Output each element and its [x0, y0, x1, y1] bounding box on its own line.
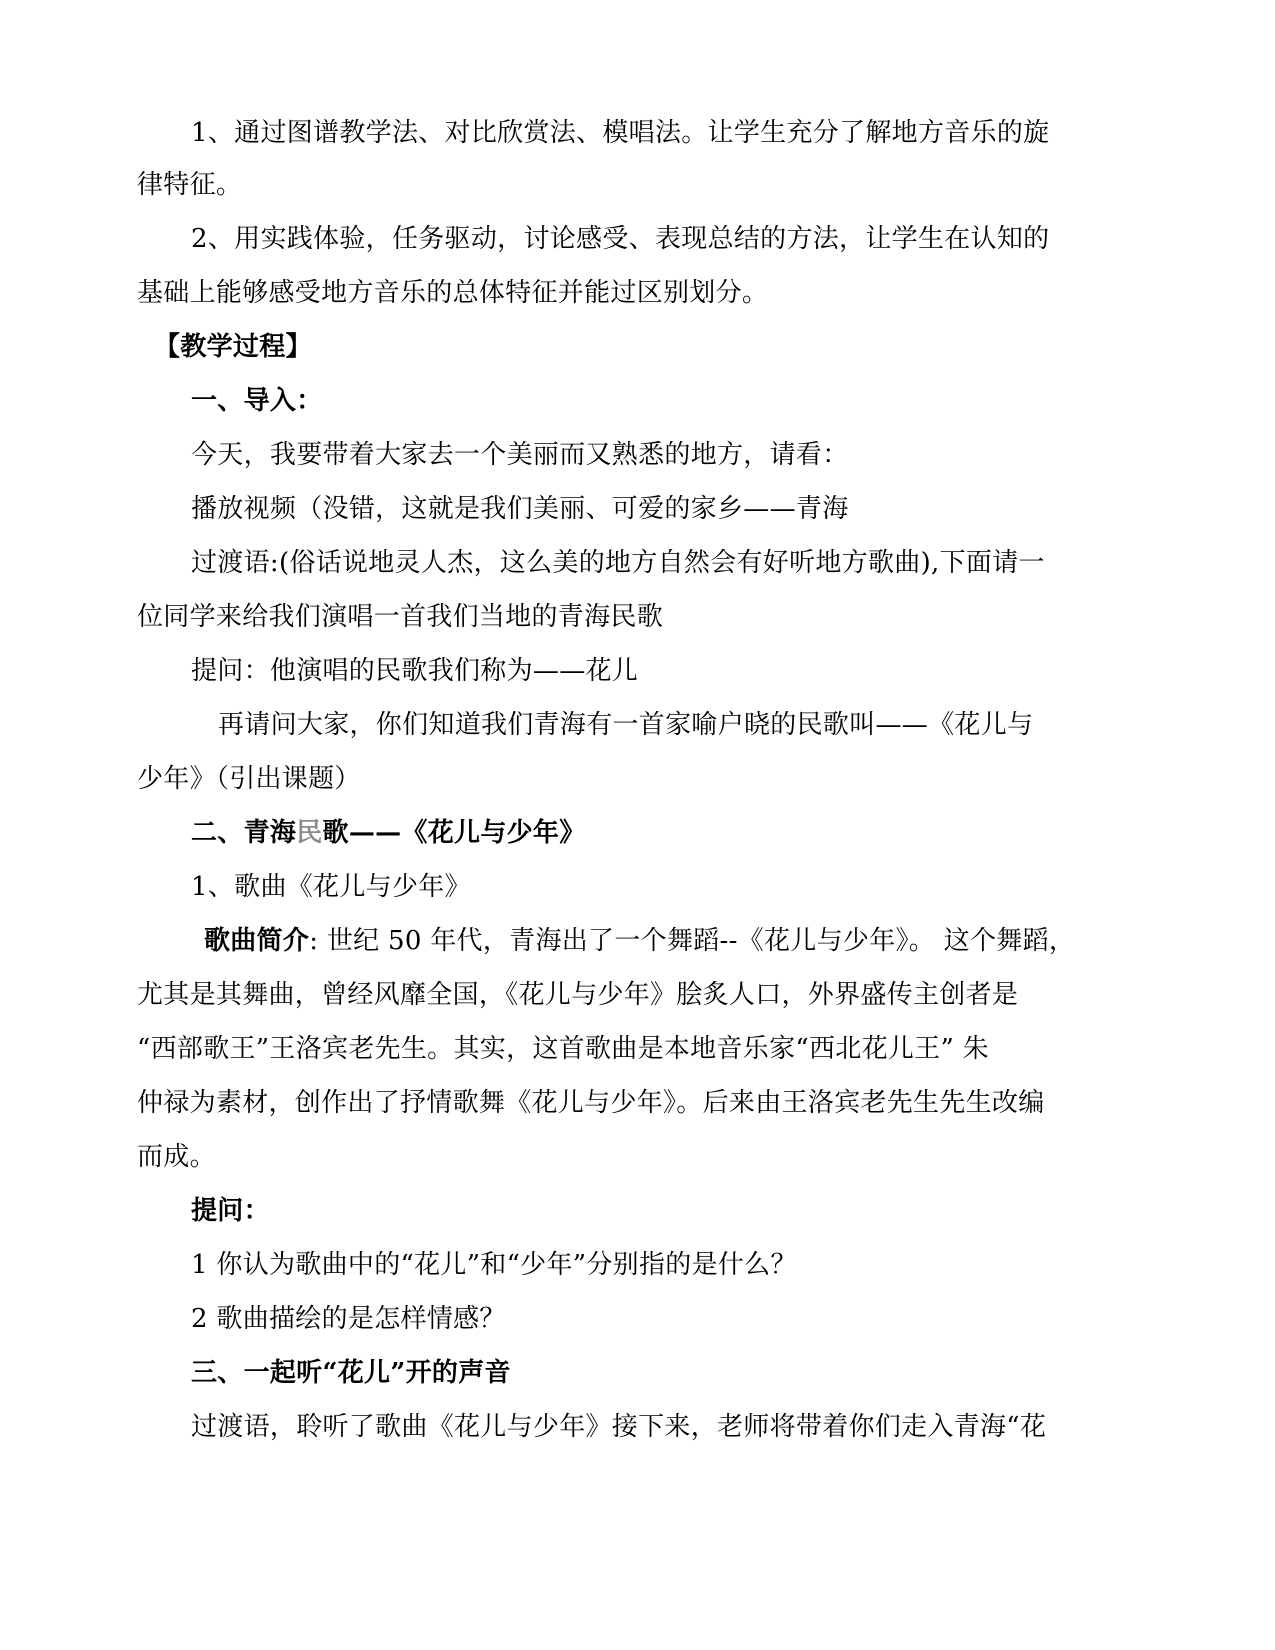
objective-1-line-2: 律特征。: [137, 170, 243, 200]
question-heading: 提问：: [191, 1196, 270, 1226]
question-2: 2 歌曲描绘的是怎样情感？: [191, 1304, 506, 1334]
section-1-heading: 一、导入：: [191, 386, 323, 416]
objective-2-line-2: 基础上能够感受地方音乐的总体特征并能过区别划分。: [137, 278, 769, 308]
song-intro-line-1: [204, 924, 1075, 958]
song-intro-line-3: “西部歌王”王洛宾老先生。其实，这首歌曲是本地音乐家“西北花儿王” 朱: [137, 1034, 989, 1064]
section-2-heading-part-2: 歌——《花儿与少年》: [322, 818, 586, 848]
song-intro-text-1: : 世纪 50 年代，青海出了一个舞蹈--《花儿与少年》。 这个舞蹈，: [309, 926, 1076, 956]
section-2-heading: [191, 816, 586, 850]
section-1-paragraph-1: 今天，我要带着大家去一个美丽而又熟悉的地方，请看：: [191, 440, 849, 470]
song-intro-line-5: 而成。: [137, 1142, 216, 1172]
song-intro-label: 歌曲简介: [204, 926, 310, 956]
section-2-heading-part-1: 二、青海: [191, 818, 297, 848]
section-1-paragraph-5-line-1: 再请问大家，你们知道我们青海有一首家喻户晓的民歌叫——《花儿与: [218, 710, 1034, 740]
song-intro-line-4: 仲禄为素材，创作出了抒情歌舞《花儿与少年》。后来由王洛宾老先生先生改编: [137, 1088, 1045, 1118]
section-1-paragraph-4: 提问：他演唱的民歌我们称为——花儿: [191, 656, 639, 686]
question-1: 1 你认为歌曲中的“花儿”和“少年”分别指的是什么？: [191, 1250, 797, 1280]
section-1-paragraph-3-line-2: 位同学来给我们演唱一首我们当地的青海民歌: [137, 602, 664, 632]
objective-2-line-1: 2、用实践体验，任务驱动，讨论感受、表现总结的方法，让学生在认知的: [191, 224, 1050, 254]
section-1-paragraph-3-line-1: 过渡语:(俗话说地灵人杰，这么美的地方自然会有好听地方歌曲),下面请一: [191, 548, 1045, 578]
section-1-paragraph-5-line-2: 少年》（引出课题）: [137, 764, 361, 794]
process-heading: 【教学过程】: [154, 332, 312, 362]
section-2-heading-grey-char: 民: [296, 818, 323, 848]
section-3-heading: 三、一起听“花儿”开的声音: [191, 1358, 511, 1388]
section-3-paragraph-1: 过渡语，聆听了歌曲《花儿与少年》接下来，老师将带着你们走入青海“花: [191, 1412, 1047, 1442]
objective-1-line-1: 1、通过图谱教学法、对比欣赏法、模唱法。让学生充分了解地方音乐的旋: [191, 118, 1050, 148]
section-1-paragraph-2: 播放视频（没错，这就是我们美丽、可爱的家乡——青海: [191, 494, 849, 524]
song-intro-line-2: 尤其是其舞曲，曾经风靡全国，《花儿与少年》脍炙人口，外界盛传主创者是: [137, 980, 1019, 1010]
section-2-subheading-1: 1、歌曲《花儿与少年》: [191, 872, 471, 902]
